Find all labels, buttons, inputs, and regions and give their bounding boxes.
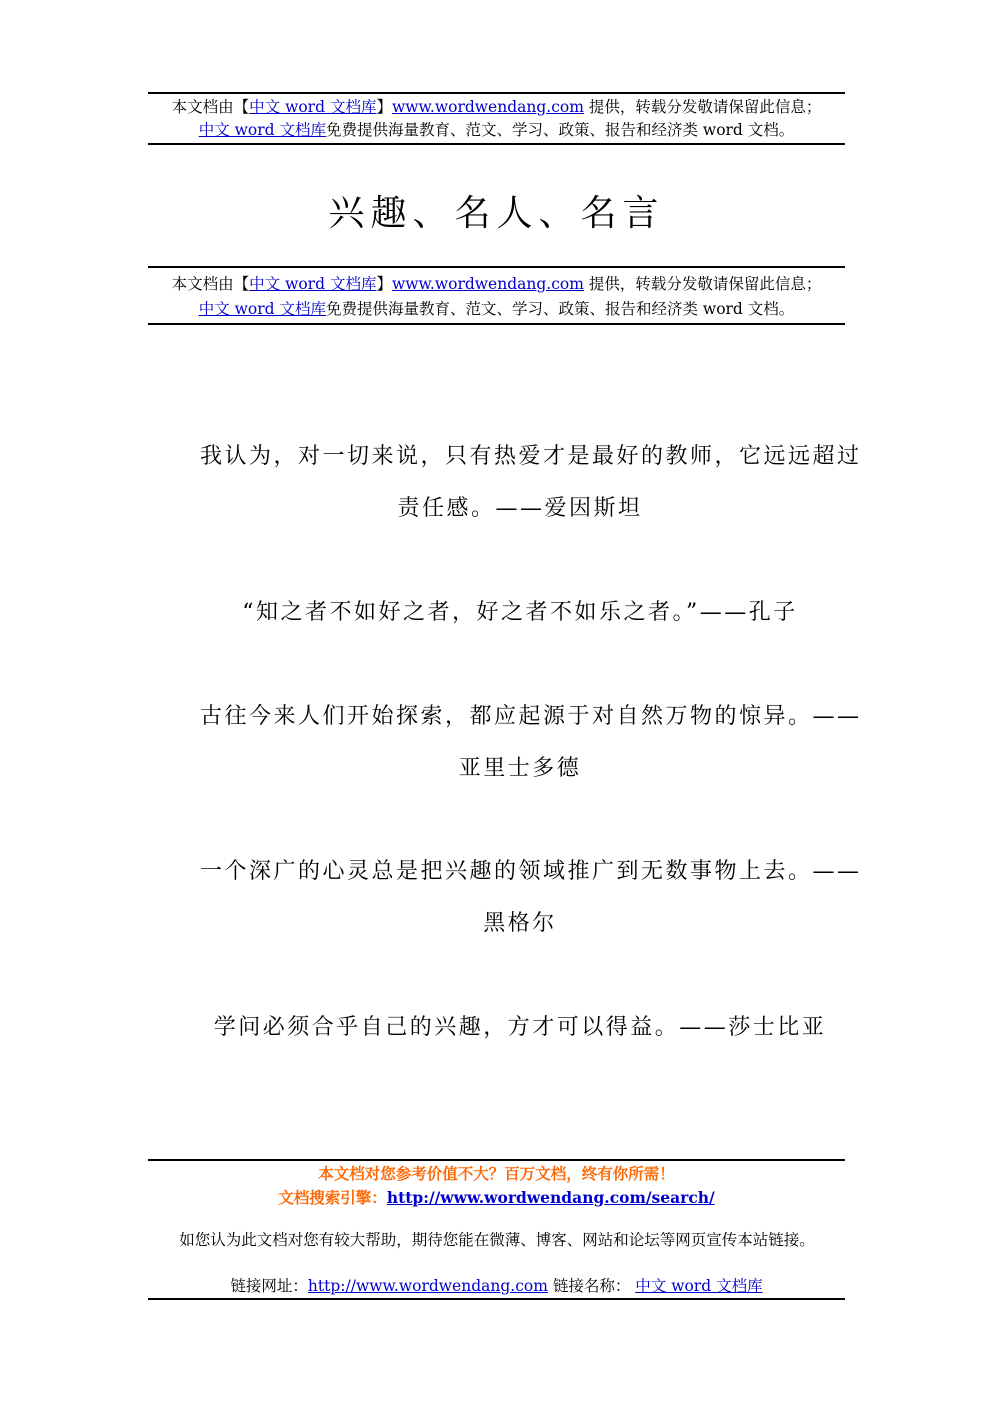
- site-name-link-2[interactable]: 中文 word 文档库: [198, 121, 326, 139]
- footer-promo-line1: 本文档对您参考价值不大？百万文档，终有你所需！: [318, 1164, 675, 1183]
- quote-4-line1: 一个深广的心灵总是把兴趣的领域推广到无数事物上去。——: [200, 859, 862, 884]
- quote-3-line2: 亚里士多德: [458, 756, 582, 781]
- link-address-link[interactable]: http://www.wordwendang.com: [307, 1277, 548, 1295]
- quote-1-line1: 我认为，对一切来说，只有热爱才是最好的教师，它远远超过: [200, 444, 862, 469]
- quote-1-line2: 责任感。——爱因斯坦: [397, 496, 643, 521]
- site-name-link-3[interactable]: 中文 word 文档库: [249, 275, 377, 293]
- footer-help-text: 如您认为此文档对您有较大帮助，期待您能在微薄、博客、网站和论坛等网页宣传本站链接。: [179, 1231, 815, 1249]
- quote-5-line1: 学问必须合乎自己的兴趣，方才可以得益。——莎士比亚: [213, 1015, 827, 1040]
- footer-bottom-rule: [148, 1298, 845, 1300]
- site-name-link-4[interactable]: 中文 word 文档库: [198, 300, 326, 318]
- search-url-link[interactable]: http://www.wordwendang.com/search/: [386, 1188, 715, 1207]
- header2-top-rule: [148, 266, 845, 268]
- footer-promo-line2: 文档搜索引擎：http://www.wordwendang.com/search/: [278, 1188, 715, 1207]
- header-notice-line1: 本文档由【中文 word 文档库】www.wordwendang.com 提供，转载分发敬请保留此信息；: [171, 98, 822, 116]
- footer-top-rule: [148, 1159, 845, 1161]
- header2-notice-line2: 中文 word 文档库免费提供海量教育、范文、学习、政策、报告和经济类 word 文档。: [198, 300, 795, 318]
- quote-3-line1: 古往今来人们开始探索，都应起源于对自然万物的惊异。——: [200, 704, 862, 729]
- header2-notice-line1: 本文档由【中文 word 文档库】www.wordwendang.com 提供，转载分发敬请保留此信息；: [171, 275, 822, 293]
- quote-2-line1: “知之者不如好之者，好之者不如乐之者。”——孔子: [242, 600, 798, 625]
- link-name-link[interactable]: 中文 word 文档库: [635, 1277, 763, 1295]
- header-notice-line2: 中文 word 文档库免费提供海量教育、范文、学习、政策、报告和经济类 word 文档。: [198, 121, 795, 139]
- quote-4-line2: 黑格尔: [483, 911, 557, 936]
- footer-link-info: 链接网址：http://www.wordwendang.com 链接名称： 中文 word 文档库: [230, 1277, 763, 1295]
- site-name-link[interactable]: 中文 word 文档库: [249, 98, 377, 116]
- page-title: 兴趣、名人、名言: [328, 193, 665, 234]
- site-url-link-2[interactable]: www.wordwendang.com: [391, 275, 584, 293]
- header2-bottom-rule: [148, 323, 845, 325]
- site-url-link[interactable]: www.wordwendang.com: [391, 98, 584, 116]
- header-top-rule: [148, 92, 845, 94]
- header-bottom-rule: [148, 143, 845, 145]
